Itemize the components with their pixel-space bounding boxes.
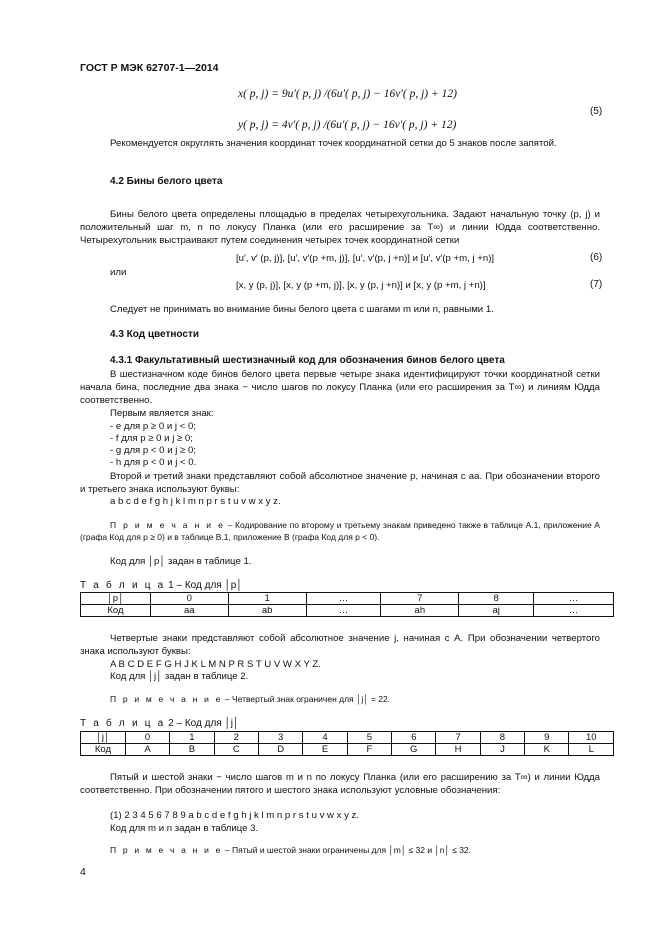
table-1-caption [80, 580, 243, 591]
first-sign-intro: Первым является знак: [110, 408, 214, 419]
note-1-label: П р и м е ч а н и е [110, 520, 226, 530]
paragraph-second-third: Второй и третий знаки представляют собой абсолютное значение p, начиная с аа. При обозначении второго и третьего знака используют буквы: [80, 471, 600, 495]
table-2 [80, 731, 614, 756]
section-heading-4-3-1: 4.3.1 Факультативный шестизначный код для обозначения бинов белого цвета [110, 355, 505, 366]
table-1-caption-rest: 1 – Код для │p│ [165, 580, 243, 591]
note-2-text: – Четвертый знак ограничен для │j│ = 22. [222, 694, 391, 704]
table-2-caption-label: Т а б л и ц а [80, 718, 166, 729]
letters-lowercase: a b c d e f g h j k l m n p r s t u v w x y z. [110, 496, 281, 507]
section-heading-4-3: 4.3 Код цветности [110, 329, 199, 340]
section-heading-4-2: 4.2 Бины белого цвета [110, 176, 223, 187]
note-3-text: – Пятый и шестой знаки ограничены для │m│ ≤ 32 и │n│ ≤ 32. [222, 845, 472, 855]
equation-number-5: (5) [590, 106, 603, 117]
table-cell: C [214, 744, 258, 756]
table-cell: 1 [170, 732, 214, 744]
table-cell: F [347, 744, 391, 756]
table-cell: 10 [569, 732, 614, 744]
equation-number-6: (6) [590, 252, 603, 263]
table-cell: 5 [347, 732, 391, 744]
table-row [81, 744, 614, 756]
or-word: или [110, 267, 127, 278]
document-header: ГОСТ Р МЭК 62707-1—2014 [80, 62, 219, 74]
paragraph-rounding: Рекомендуется округлять значения координат точек координатной сетки до 5 знаков после запятой. [110, 138, 557, 149]
rule-f: - f для p ≥ 0 и j ≥ 0; [110, 433, 193, 444]
table-cell: ab [228, 605, 306, 617]
table-cell: 6 [392, 732, 436, 744]
table-row [81, 593, 614, 605]
paragraph-ignore-steps: Следует не принимать во внимание бины белого цвета с шагами m или n, равными 1. [110, 304, 494, 315]
table-cell: D [258, 744, 302, 756]
table-cell: … [534, 593, 614, 605]
code-j-line: Код для │j│ задан в таблице 2. [110, 671, 249, 682]
table-cell: aa [150, 605, 228, 617]
note-2-label: П р и м е ч а н и е [110, 694, 223, 704]
table-cell: aj [459, 605, 534, 617]
table-2-caption-rest: 2 – Код для │j│ [165, 718, 240, 729]
table-cell: 0 [150, 593, 228, 605]
table-1 [80, 592, 614, 617]
table-cell: ah [381, 605, 459, 617]
paragraph-white-bins: Бины белого цвета определены площадью в пределах четырехугольника. Задают начальную точку (p, j) и положительный шаг m, n по локусу Планка (или его расширение за T∞) и линии Юдда соответственно. Четырехугольник выстраивают путем соединения четырех точек координатной сетки [80, 209, 600, 246]
formula-6: [u′, v′ (p, j)], [u′, v′(p +m, j)], [u′, v′(p, j +n)] и [u′, v′(p +m, j +n)] [236, 253, 495, 264]
table-cell: 3 [258, 732, 302, 744]
table-cell: J [480, 744, 524, 756]
formula-y: y( p, j) = 4v′( p, j) /(6u′( p, j) − 16v′( p, j) + 12) [238, 119, 457, 131]
note-1-text: – Кодирование по второму и третьему знакам приведено также в таблице А.1, приложение А (графа Код для p ≥ 0) и в таблице В.1, приложение В (графа Код для p < 0). [80, 520, 600, 542]
table-cell: Код [81, 605, 151, 617]
rule-h: - h для p < 0 и j < 0. [110, 457, 197, 468]
table-cell: 1 [228, 593, 306, 605]
table-cell: G [392, 744, 436, 756]
page-number: 4 [80, 866, 86, 878]
paragraph-fourth-sign: Четвертые знаки представляют собой абсолютное значение j, начиная с А. При обозначении четвертого знака используют буквы: [80, 633, 600, 657]
table-cell: 7 [436, 732, 480, 744]
table-cell: 8 [480, 732, 524, 744]
code-p-line: Код для │p│ задан в таблице 1. [110, 556, 252, 567]
digits-line: (1) 2 3 4 5 6 7 8 9 a b c d e f g h j k l m n p r s t u v w x y z. [110, 810, 360, 821]
table-cell: 7 [381, 593, 459, 605]
table-row [81, 605, 614, 617]
table-cell: … [306, 605, 381, 617]
table-cell: 0 [125, 732, 169, 744]
code-mn-line: Код для m и n задан в таблице 3. [110, 823, 259, 834]
table-row [81, 732, 614, 744]
note-3-label: П р и м е ч а н и е [110, 845, 223, 855]
paragraph-hex-code: В шестизначном коде бинов белого цвета первые четыре знака идентифицируют точки координатной сетки начала бина, последние два знака − число шагов по локусу Планка (или его расширения за T∞) и линиям Юдда соответственно. [80, 369, 600, 406]
paragraph-fifth-sixth: Пятый и шестой знаки − число шагов m и n по локусу Планка (или его расширению за T∞) и линии Юдда соответственно. При обозначении пятого и шестого знака используют условные обозначения: [80, 772, 600, 796]
table-cell: │j│ [81, 732, 126, 744]
table-cell: H [436, 744, 480, 756]
table-cell: … [306, 593, 381, 605]
rule-e: - e для p ≥ 0 и j < 0; [110, 421, 196, 432]
table-cell: 9 [525, 732, 569, 744]
table-cell: L [569, 744, 614, 756]
table-2-caption [80, 718, 239, 729]
table-cell: 8 [459, 593, 534, 605]
table-cell: 2 [214, 732, 258, 744]
table-cell: K [525, 744, 569, 756]
table-cell: 4 [303, 732, 347, 744]
formula-x: x( p, j) = 9u′( p, j) /(6u′( p, j) − 16v′( p, j) + 12) [238, 88, 457, 100]
formula-7: [x, y (p, j)], [x, y (p +m, j)], [x, y (p, j +n)] и [x, y (p +m, j +n)] [236, 280, 486, 291]
equation-number-7: (7) [590, 279, 603, 290]
table-cell: B [170, 744, 214, 756]
table-cell: … [534, 605, 614, 617]
table-cell: E [303, 744, 347, 756]
table-1-caption-label: Т а б л и ц а [80, 580, 166, 591]
letters-uppercase: A B C D E F G H J K L M N P R S T U V W X Y Z. [110, 659, 321, 670]
rule-g: - g для p < 0 и j ≥ 0; [110, 445, 196, 456]
note-2 [110, 694, 390, 706]
table-cell: A [125, 744, 169, 756]
note-1 [80, 520, 600, 543]
note-3 [110, 845, 471, 857]
table-cell: │p│ [81, 593, 151, 605]
table-cell: Код [81, 744, 126, 756]
